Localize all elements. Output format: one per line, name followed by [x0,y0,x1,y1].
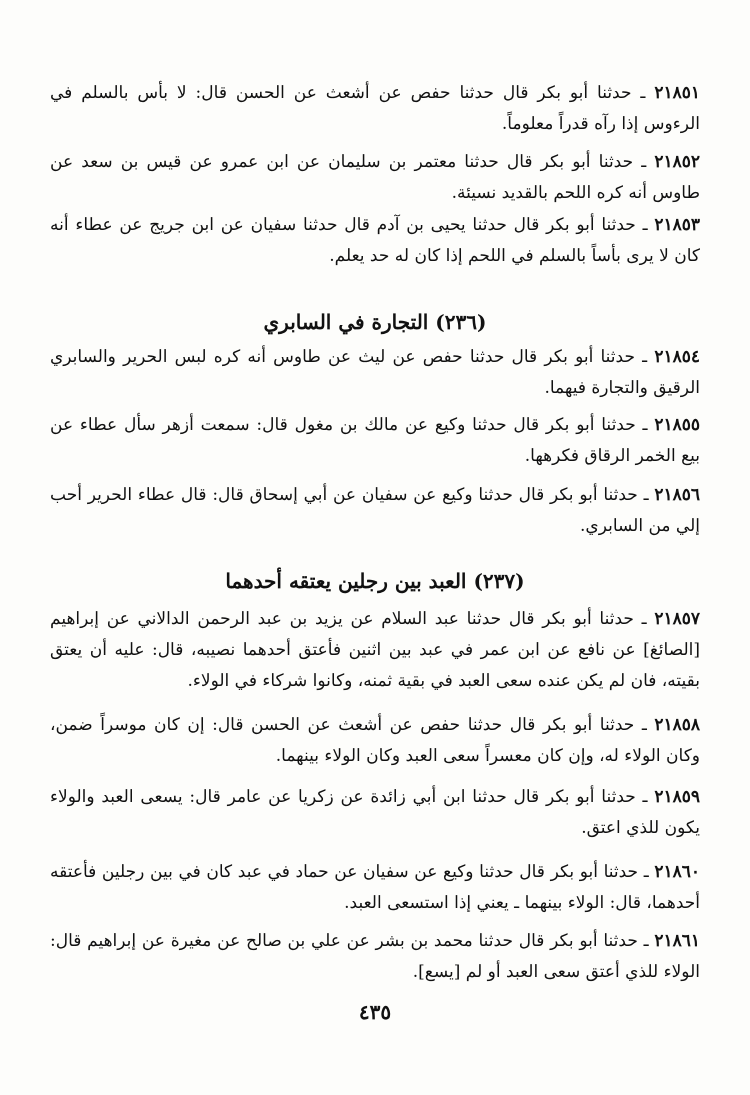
hadith-entry-21858 [50,710,700,772]
dash-separator: ـ [633,609,655,629]
hadith-number: ٢١٨٥٨ [654,715,701,735]
dash-separator: ـ [635,415,655,435]
section-heading-237: (٢٣٧) العبد بين رجلين يعتقه أحدهما [225,569,525,593]
hadith-number: ٢١٨٥٥ [654,415,700,435]
hadith-text: حدثنا أبو بكر قال حدثنا عبد السلام عن يزيد بن عبد الرحمن الدالاني عن إبراهيم [الصائغ] عن نافع عن ابن عمر في عبد بين اثنين فأعتق أحدهما نصيبه، قال: عليه أن يعتق بقيته، فان لم يكن عنده سعى العبد في بقية ثمنه، وكانوا شركاء في الولاء. [50,609,700,691]
hadith-entry-21852 [50,147,700,209]
dash-separator: ـ [635,215,655,235]
hadith-text: حدثنا أبو بكر قال حدثنا معتمر بن سليمان عن ابن عمرو عن قيس بن سعد عن طاوس أنه كره اللحم بالقديد نسيئة. [50,152,700,203]
hadith-number: ٢١٨٥٧ [654,609,700,629]
hadith-entry-21853 [50,210,700,272]
hadith-text: حدثنا أبو بكر قال حدثنا وكيع عن سفيان عن أبي إسحاق قال: قال عطاء الحرير أحب إلي من السابري. [50,485,700,536]
hadith-entry-21851 [50,78,700,140]
dash-separator: ـ [633,152,655,172]
hadith-number: ٢١٨٥٩ [654,787,700,807]
hadith-number: ٢١٨٦٠ [654,862,701,882]
dash-separator: ـ [631,83,655,103]
hadith-text: حدثنا أبو بكر قال حدثنا حفص عن أشعث عن الحسن قال: إن كان موسراً ضمن، وكان الولاء له، وإن كان معسراً سعى العبد وكان الولاء بينهما. [50,715,700,766]
hadith-text: حدثنا أبو بكر قال حدثنا حفص عن ليث عن طاوس أنه كره لبس الحرير والسابري الرقيق والتجارة فيهما. [50,347,700,398]
dash-separator: ـ [634,347,655,367]
hadith-text: حدثنا أبو بكر قال حدثنا وكيع عن سفيان عن حماد في عبد كان في بين رجلين فأعتقه أحدهما، قال: الولاء بينهما ـ يعني إذا استسعى العبد. [50,862,700,913]
hadith-number: ٢١٨٥١ [654,83,700,103]
hadith-entry-21856 [50,480,700,542]
dash-separator: ـ [638,862,655,882]
hadith-number: ٢١٨٦١ [654,931,700,951]
hadith-text: حدثنا أبو بكر قال حدثنا يحيى بن آدم قال حدثنا سفيان عن ابن جريج عن عطاء أنه كان لا يرى بأساً بالسلم في اللحم إذا كان له حد يعلم. [50,215,700,266]
hadith-entry-21859 [50,782,700,844]
hadith-entry-21861 [50,926,700,988]
dash-separator: ـ [635,787,655,807]
hadith-text: حدثنا أبو بكر قال حدثنا محمد بن بشر عن علي بن صالح عن مغيرة عن إبراهيم قال: الولاء للذي أعتق سعى العبد أو لم [يسع]. [50,931,700,982]
hadith-entry-21857 [50,604,700,697]
hadith-number: ٢١٨٥٣ [654,215,700,235]
hadith-number: ٢١٨٥٢ [654,152,700,172]
hadith-text: حدثنا أبو بكر قال حدثنا ابن أبي زائدة عن زكريا عن عامر قال: يسعى العبد والولاء يكون للذي اعتق. [50,787,700,838]
hadith-number: ٢١٨٥٦ [654,485,701,505]
hadith-number: ٢١٨٥٤ [654,347,700,367]
hadith-text: حدثنا أبو بكر قال حدثنا حفص عن أشعث عن الحسن قال: لا بأس بالسلم في الرءوس إذا رآه قدراً معلوماً. [50,83,700,134]
hadith-entry-21855 [50,410,700,472]
hadith-text: حدثنا أبو بكر قال حدثنا وكيع عن مالك بن مغول قال: سمعت أزهر سأل عطاء عن بيع الخمر الرقاق فكرهها. [50,415,700,466]
section-heading-236: (٢٣٦) التجارة في السابري [263,310,487,334]
dash-separator: ـ [637,485,655,505]
dash-separator: ـ [637,931,655,951]
hadith-entry-21854 [50,342,700,404]
dash-separator: ـ [634,715,655,735]
page-number: ٤٣٥ [358,1000,392,1024]
hadith-entry-21860 [50,857,700,919]
